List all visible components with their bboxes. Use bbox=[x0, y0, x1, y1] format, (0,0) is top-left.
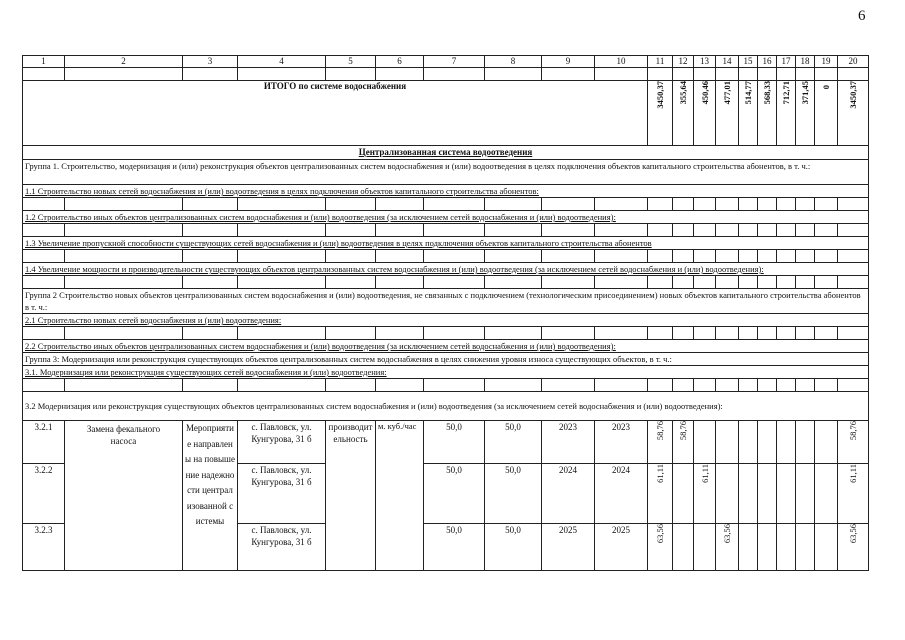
col-number: 1 bbox=[23, 56, 65, 68]
column-numbers-row bbox=[23, 56, 869, 68]
total-value: 63,56 bbox=[848, 524, 858, 544]
col-number: 10 bbox=[595, 56, 648, 68]
section-3-2-title: 3.2 Модернизация или реконструкция существующих объектов централизованных систем водоснабжения и (или) водоотведения (за исключением сетей водоснабжения и (или) водоотведения): bbox=[23, 392, 869, 421]
col-number: 14 bbox=[716, 56, 739, 68]
blank-row bbox=[23, 276, 869, 289]
section-1-2-row bbox=[23, 211, 869, 224]
group-3-title: Группа 3: Модернизация или реконструкция существующих объектов централизованных систем водоснабжения в целях снижения уровня износа существующих объектов, в т. ч.: bbox=[23, 353, 869, 366]
section-1-3-row bbox=[23, 237, 869, 250]
col-number: 20 bbox=[838, 56, 869, 68]
col-number: 4 bbox=[238, 56, 326, 68]
purpose: Мероприятие направлены на повышение надежности централизованной системы bbox=[183, 421, 238, 571]
itogo-value: 0 bbox=[821, 84, 831, 89]
col-number: 12 bbox=[673, 56, 694, 68]
year-start: 2023 bbox=[542, 421, 595, 464]
itogo-value: 3450,37 bbox=[848, 81, 858, 109]
cost-value: 58,76 bbox=[655, 421, 665, 441]
group-3-row bbox=[23, 353, 869, 366]
group-1-title: Группа 1. Строительство, модернизация и (или) реконструкция объектов централизованных систем водоснабжения и (или) водоотведения в целях подключения объектов капитального строительства абонентов, в т. ч.: bbox=[23, 160, 869, 185]
col-number: 5 bbox=[326, 56, 376, 68]
year-cost-value: 58,76 bbox=[678, 421, 688, 441]
col-number: 3 bbox=[183, 56, 238, 68]
system-title-row bbox=[23, 146, 869, 160]
section-1-3-title: 1.3 Увеличение пропускной способности существующих сетей водоснабжения и (или) водоотведения в целях подключения объектов капитального строительства абонентов bbox=[23, 237, 869, 250]
col-number: 9 bbox=[542, 56, 595, 68]
section-1-2-title: 1.2 Строительство иных объектов централизованных систем водоснабжения и (или) водоотведения (за исключением сетей водоснабжения и (или) водоотведения): bbox=[23, 211, 869, 224]
year-end: 2024 bbox=[595, 464, 648, 524]
itogo-value: 450,46 bbox=[699, 81, 710, 105]
year-cost-value: 61,11 bbox=[699, 464, 710, 483]
capacity-after: 50,0 bbox=[485, 464, 542, 524]
blank-row bbox=[23, 250, 869, 263]
col-number: 16 bbox=[758, 56, 777, 68]
section-2-2-row bbox=[23, 340, 869, 353]
section-1-4-row bbox=[23, 263, 869, 276]
blank-row bbox=[23, 198, 869, 211]
parameter: производительность bbox=[326, 421, 376, 571]
blank-row bbox=[23, 224, 869, 237]
capacity-after: 50,0 bbox=[485, 421, 542, 464]
address: с. Павловск, ул. Кунгурова, 31 б bbox=[238, 464, 326, 524]
capacity-before: 50,0 bbox=[424, 524, 485, 571]
row-number: 3.2.2 bbox=[23, 464, 65, 524]
total-value: 61,11 bbox=[848, 464, 858, 483]
col-number: 17 bbox=[777, 56, 796, 68]
blank-row bbox=[23, 68, 869, 81]
section-3-1-title: 3.1. Модернизация или реконструкция существующих сетей водоснабжения и (или) водоотведения: bbox=[23, 366, 869, 379]
section-1-1-title: 1.1 Строительство новых сетей водоснабжения и (или) водоотведения в целях подключения объектов капитального строительства абонентов: bbox=[23, 185, 869, 198]
capacity-before: 50,0 bbox=[424, 464, 485, 524]
unit: м. куб./час bbox=[376, 421, 424, 571]
cost-value: 61,11 bbox=[655, 464, 665, 483]
table-row bbox=[23, 421, 869, 464]
col-number: 6 bbox=[376, 56, 424, 68]
itogo-value: 712,71 bbox=[781, 81, 791, 105]
col-number: 15 bbox=[739, 56, 758, 68]
section-1-4-title: 1.4 Увеличение мощности и производительности существующих объектов централизованных систем водоснабжения и (или) водоотведения (за исключением сетей водоснабжения и (или) водоотведения): bbox=[23, 263, 869, 276]
total-value: 58,76 bbox=[848, 421, 858, 441]
itogo-value: 3450,37 bbox=[655, 81, 665, 109]
year-start: 2024 bbox=[542, 464, 595, 524]
blank-row bbox=[23, 379, 869, 392]
itogo-value: 514,77 bbox=[743, 81, 753, 105]
section-2-2-title: 2.2 Строительство иных объектов централизованных систем водоснабжения и (или) водоотведения (за исключением сетей водоснабжения и (или) водоотведения): bbox=[23, 340, 869, 353]
col-number: 19 bbox=[815, 56, 838, 68]
col-number: 8 bbox=[485, 56, 542, 68]
col-number: 2 bbox=[65, 56, 183, 68]
address: с. Павловск, ул. Кунгурова, 31 б bbox=[238, 421, 326, 464]
address: с. Павловск, ул. Кунгурова, 31 б bbox=[238, 524, 326, 571]
section-2-1-row bbox=[23, 314, 869, 327]
object-name: Замена фекального насоса bbox=[65, 421, 183, 571]
section-1-1-row bbox=[23, 185, 869, 198]
year-cost-value: 63,56 bbox=[722, 524, 732, 544]
itogo-value: 371,45 bbox=[800, 81, 810, 105]
capacity-after: 50,0 bbox=[485, 524, 542, 571]
col-number: 13 bbox=[694, 56, 716, 68]
investment-table bbox=[22, 55, 869, 571]
section-3-1-row bbox=[23, 366, 869, 379]
itogo-value: 477,01 bbox=[722, 81, 732, 105]
group-2-row bbox=[23, 289, 869, 314]
col-number: 18 bbox=[796, 56, 815, 68]
system-title: Централизованная система водоотведения bbox=[23, 146, 869, 160]
row-number: 3.2.1 bbox=[23, 421, 65, 464]
section-3-2-row bbox=[23, 392, 869, 421]
row-number: 3.2.3 bbox=[23, 524, 65, 571]
year-end: 2025 bbox=[595, 524, 648, 571]
cost-value: 63,56 bbox=[655, 524, 665, 544]
year-start: 2025 bbox=[542, 524, 595, 571]
section-2-1-title: 2.1 Строительство новых сетей водоснабжения и (или) водоотведения: bbox=[23, 314, 869, 327]
itogo-value: 355,64 bbox=[678, 81, 688, 105]
itogo-label: ИТОГО по системе водоснабжения bbox=[23, 81, 648, 146]
col-number: 7 bbox=[424, 56, 485, 68]
year-end: 2023 bbox=[595, 421, 648, 464]
group-2-title: Группа 2 Строительство новых объектов централизованных систем водоснабжения и (или) водоотведения, не связанных с подключением (технологическим присоединением) новых объектов капитального строительства абонентов в т. ч.: bbox=[23, 289, 869, 314]
capacity-before: 50,0 bbox=[424, 421, 485, 464]
group-1-row bbox=[23, 160, 869, 185]
page-number: 6 bbox=[858, 8, 866, 24]
col-number: 11 bbox=[648, 56, 673, 68]
itogo-row bbox=[23, 81, 869, 146]
blank-row bbox=[23, 327, 869, 340]
itogo-value: 568,33 bbox=[762, 81, 772, 105]
